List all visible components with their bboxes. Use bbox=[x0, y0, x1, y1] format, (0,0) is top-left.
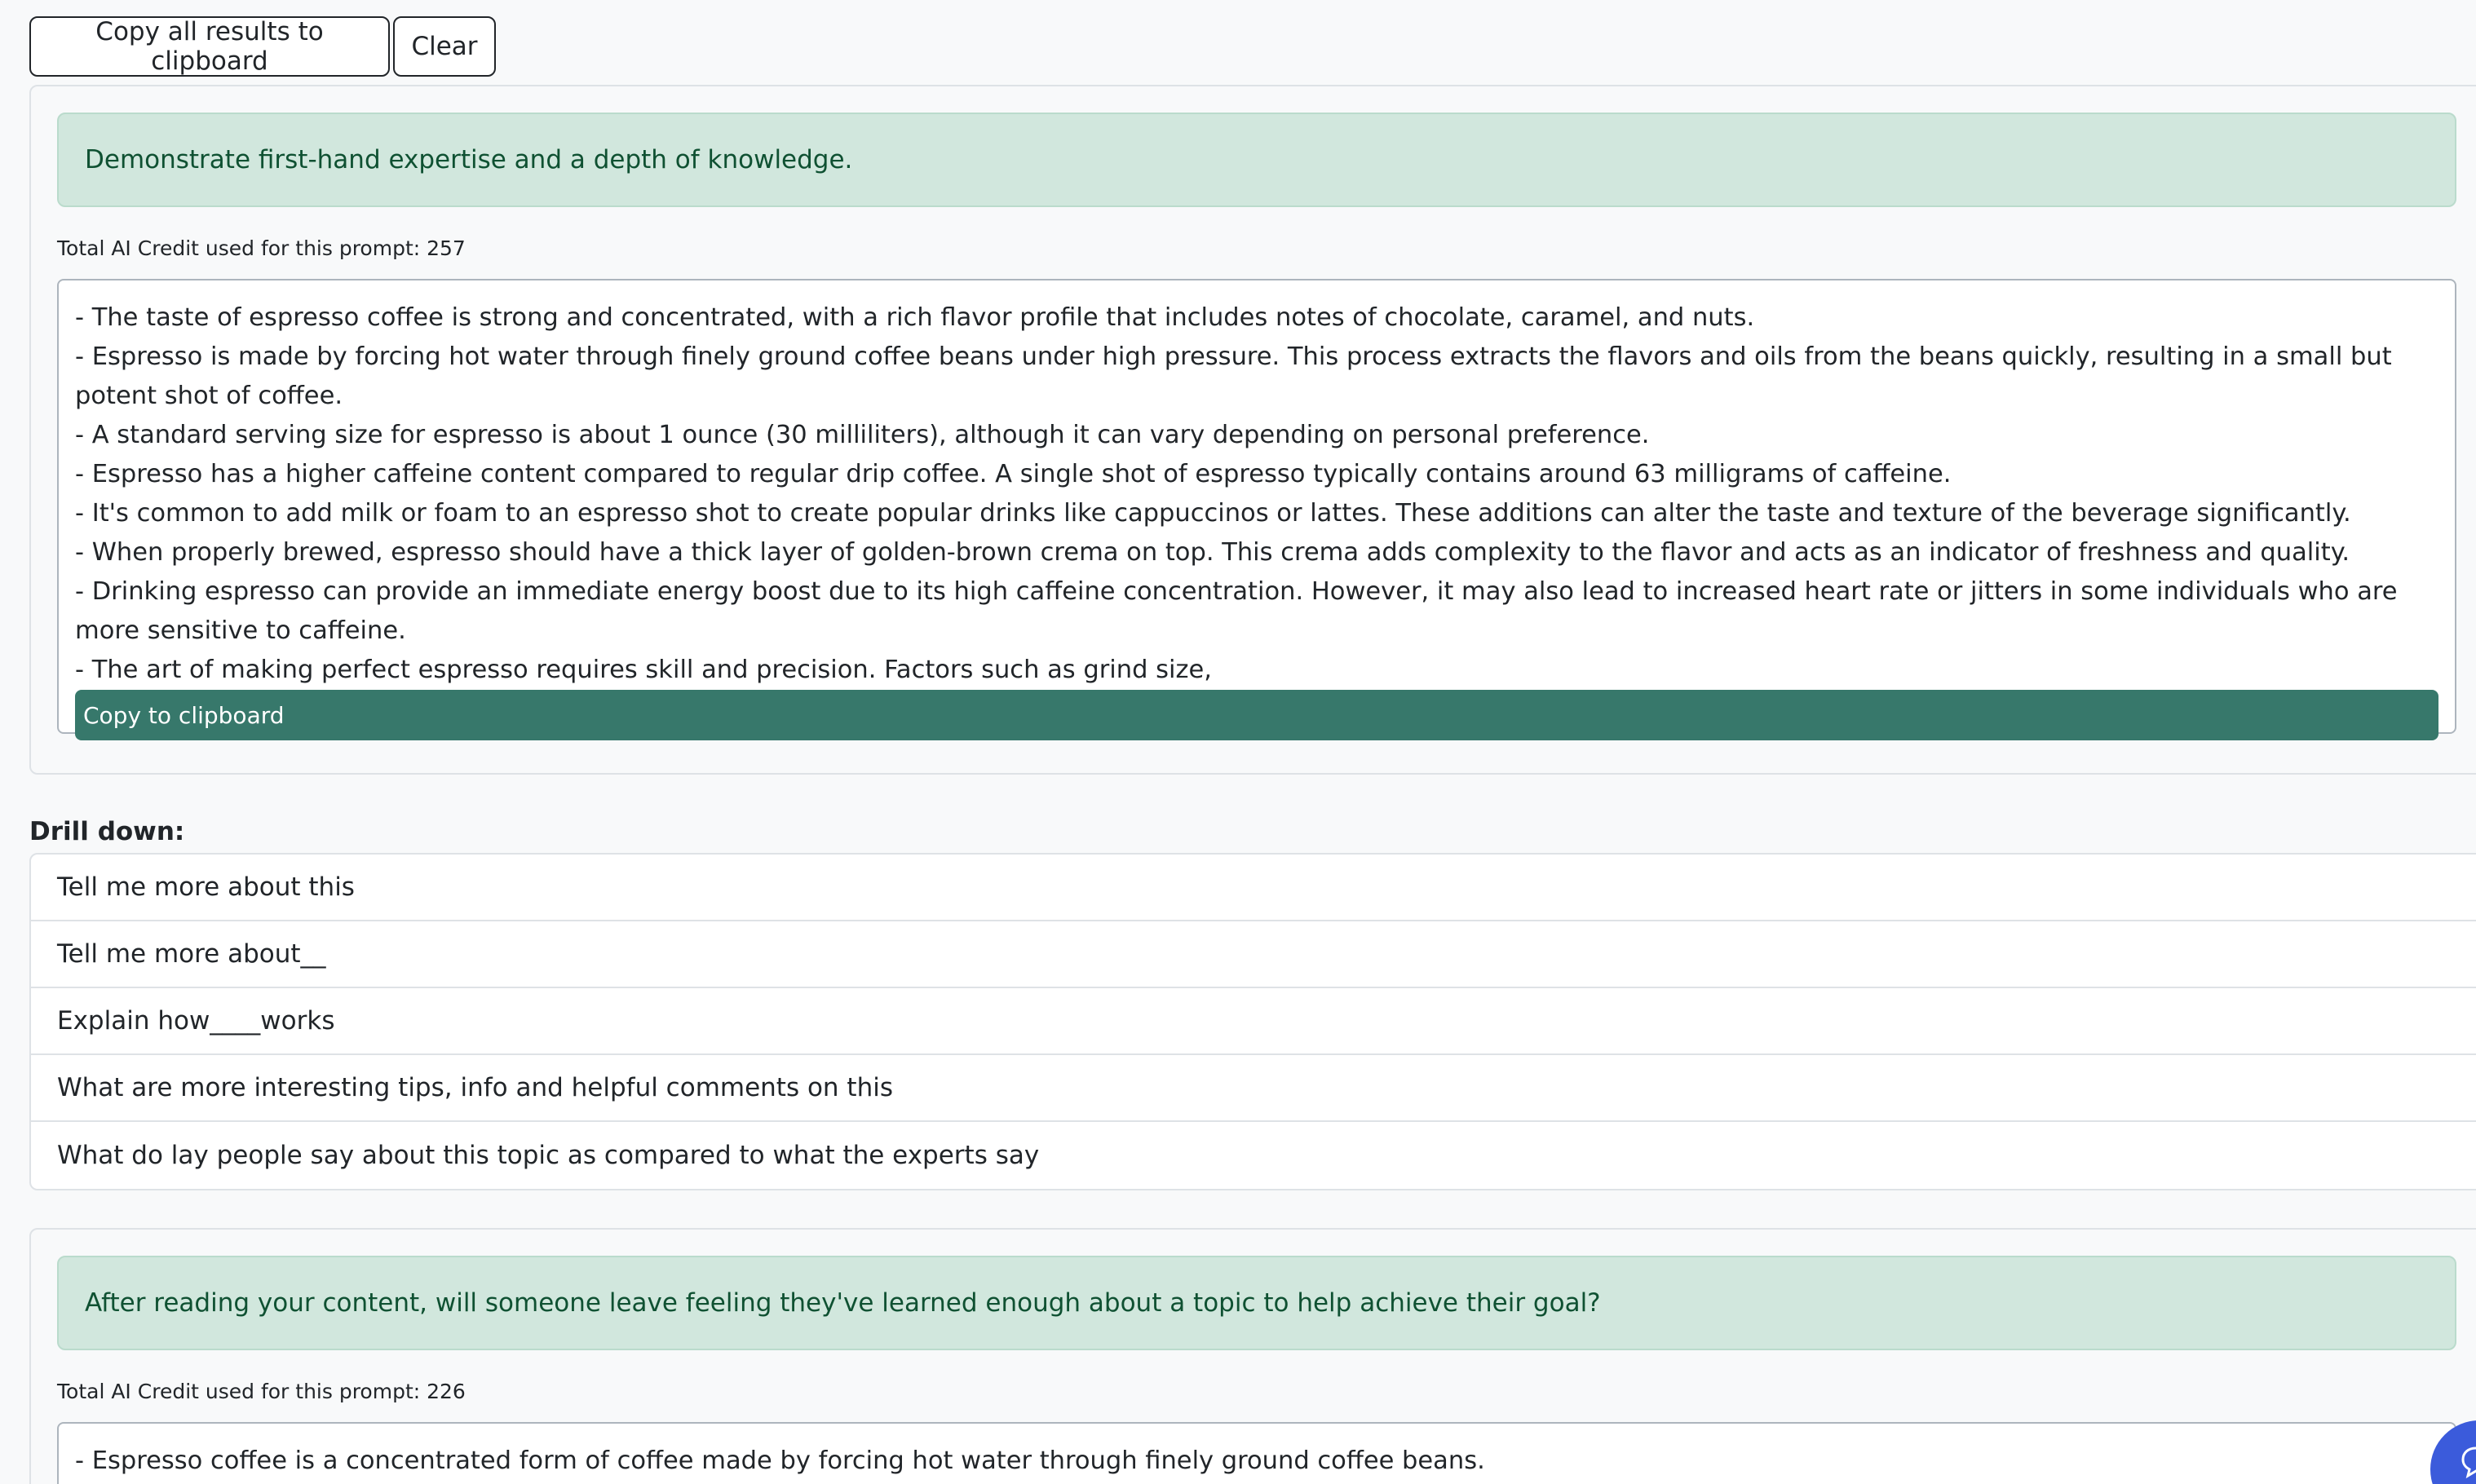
drill-down-list bbox=[29, 853, 2476, 1190]
copy-all-results-button[interactable]: Copy all results to clipboard bbox=[29, 16, 390, 77]
drill-down-item[interactable]: What do lay people say about this topic as compared to what the experts say bbox=[57, 1141, 1040, 1170]
result-line: - Drinking espresso can provide an immediate energy boost due to its high caffeine concentration. However, it may also lead to increased heart rate or jitters in some individuals who are more sensitive to caffeine. bbox=[75, 577, 2398, 645]
result-line: - Espresso is made by forcing hot water through finely ground coffee beans under high pressure. This process extracts the flavors and oils from the beans quickly, resulting in a small but potent shot of coffee. bbox=[75, 342, 2392, 410]
credit-used-text: Total AI Credit used for this prompt: 257 bbox=[57, 236, 466, 260]
result-line: - The art of making perfect espresso requires skill and precision. Factors such as grind size, bbox=[75, 656, 1212, 684]
toolbar bbox=[29, 16, 496, 77]
prompt-alert: Demonstrate first-hand expertise and a depth of knowledge. bbox=[57, 113, 2456, 207]
result-line: - A standard serving size for espresso is about 1 ounce (30 milliliters), although it can vary depending on personal preference. bbox=[75, 421, 1650, 449]
result-text-box[interactable] bbox=[57, 279, 2456, 734]
result-line: - It's common to add milk or foam to an espresso shot to create popular drinks like cappuccinos or lattes. These additions can alter the taste and texture of the beverage significantly. bbox=[75, 499, 2351, 528]
clear-button[interactable]: Clear bbox=[393, 16, 496, 77]
drill-down-item[interactable]: Tell me more about this bbox=[31, 855, 2476, 921]
result-text-box[interactable] bbox=[57, 1422, 2456, 1484]
chat-icon bbox=[2458, 1443, 2476, 1482]
drill-down-title: Drill down: bbox=[29, 817, 185, 846]
drill-down-item[interactable]: What are more interesting tips, info and helpful comments on this bbox=[31, 1055, 2476, 1122]
prompt-alert: After reading your content, will someone leave feeling they've learned enough about a topic to help achieve their goal? bbox=[57, 1256, 2456, 1350]
result-card bbox=[29, 85, 2476, 775]
result-card bbox=[29, 1228, 2476, 1484]
credit-used-text: Total AI Credit used for this prompt: 226 bbox=[57, 1380, 466, 1403]
result-line: - Espresso coffee is a concentrated form of coffee made by forcing hot water through finely ground coffee beans. bbox=[75, 1446, 1485, 1475]
drill-down-item[interactable]: Explain how____works bbox=[31, 988, 2476, 1055]
result-line: - The taste of espresso coffee is strong and concentrated, with a rich flavor profile that includes notes of chocolate, caramel, and nuts. bbox=[75, 303, 1755, 332]
drill-down-item[interactable]: Tell me more about__ bbox=[31, 921, 2476, 988]
result-line: - Espresso has a higher caffeine content compared to regular drip coffee. A single shot of espresso typically contains around 63 milligrams of caffeine. bbox=[75, 460, 1952, 488]
copy-to-clipboard-button[interactable]: Copy to clipboard bbox=[75, 690, 2438, 740]
result-line: - When properly brewed, espresso should have a thick layer of golden-brown crema on top. This crema adds complexity to the flavor and acts as an indicator of freshness and quality. bbox=[75, 538, 2350, 567]
